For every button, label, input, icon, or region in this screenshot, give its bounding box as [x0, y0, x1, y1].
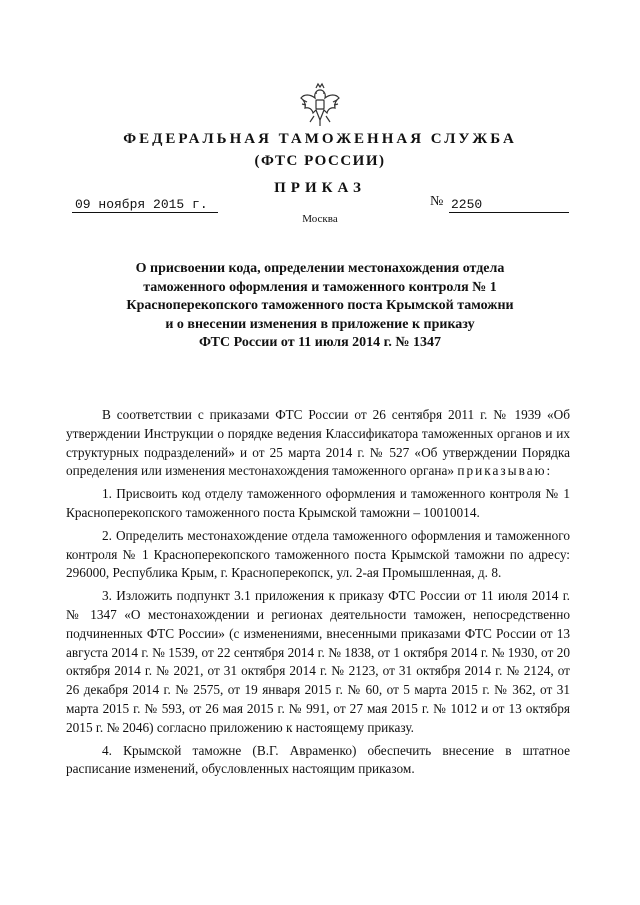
document-type: ПРИКАЗ: [274, 180, 366, 196]
document-body: [66, 406, 570, 783]
paragraph-3: 3. Изложить подпункт 3.1 приложения к приказу ФТС России от 11 июля 2014 г. № 1347 «О местонахождении и регионах деятельности таможен, непосредственно подчиненных ФТС России» (с изменениями, внесенными приказами ФТС России от 13 августа 2014 г. № 1539, от 22 сентября 2014 г. № 1838, от 1 октября 2014 г. № 1930, от 20 октября 2014 г. № 2021, от 31 октября 2014 г. № 2123, от 31 октября 2014 г. № 2124, от 26 декабря 2014 г. № 2575, от 19 января 2015 г. № 60, от 5 марта 2015 г. № 362, от 31 марта 2015 г. № 593, от 26 мая 2015 г. № 991, от 27 мая 2015 г. № 1012 и от 13 октября 2015 г. № 2046) согласно приложению к настоящему приказу.: [66, 588, 570, 735]
number-label: №: [430, 194, 444, 209]
paragraph-4: 4. Крымской таможне (В.Г. Авраменко) обеспечить внесение в штатное расписание изменений, обусловленных настоящим приказом.: [66, 742, 570, 777]
title-line: Красноперекопского таможенного поста Крымской таможни: [126, 298, 514, 314]
title-line: О присвоении кода, определении местонахождения отдела: [135, 261, 505, 276]
document-number: 2250: [449, 197, 569, 213]
agency-short-name: (ФТС РОССИИ): [254, 153, 386, 169]
intro-text: В соответствии с приказами ФТС России от 26 сентября 2011 г. № 1939 «Об утверждении Инструкции о порядке ведения Классификатора таможенных органов и их структурных подразделений» и от 25 марта 2014 г. № 527 «Об утверждении Порядка определения или изменения местонахождения таможенного органа»: [66, 407, 570, 479]
document-city: Москва: [302, 213, 338, 225]
intro-paragraph: [66, 406, 570, 481]
title-line: таможенного оформления и таможенного контроля № 1: [143, 279, 497, 295]
agency-name: ФЕДЕРАЛЬНАЯ ТАМОЖЕННАЯ СЛУЖБА: [123, 131, 517, 147]
coat-of-arms-emblem: [296, 80, 344, 128]
paragraph-2: 2. Определить местонахождение отдела таможенного оформления и таможенного контроля № 1 Красноперекопского таможенного поста Крымской таможни по адресу: 296000, Республика Крым, г. Красноперекопск, ул. 2-ая Промышленная, д. 8.: [66, 527, 570, 581]
document-title: [110, 260, 530, 353]
document-date: 09 ноября 2015 г.: [72, 197, 218, 213]
paragraph-1: 1. Присвоить код отделу таможенного оформления и таможенного контроля № 1 Красноперекопского таможенного поста Крымской таможни – 10010014.: [66, 486, 570, 520]
title-line: ФТС России от 11 июля 2014 г. № 1347: [199, 335, 441, 351]
title-line: и о внесении изменения в приложение к приказу: [165, 316, 475, 332]
order-word: приказываю:: [457, 463, 553, 479]
